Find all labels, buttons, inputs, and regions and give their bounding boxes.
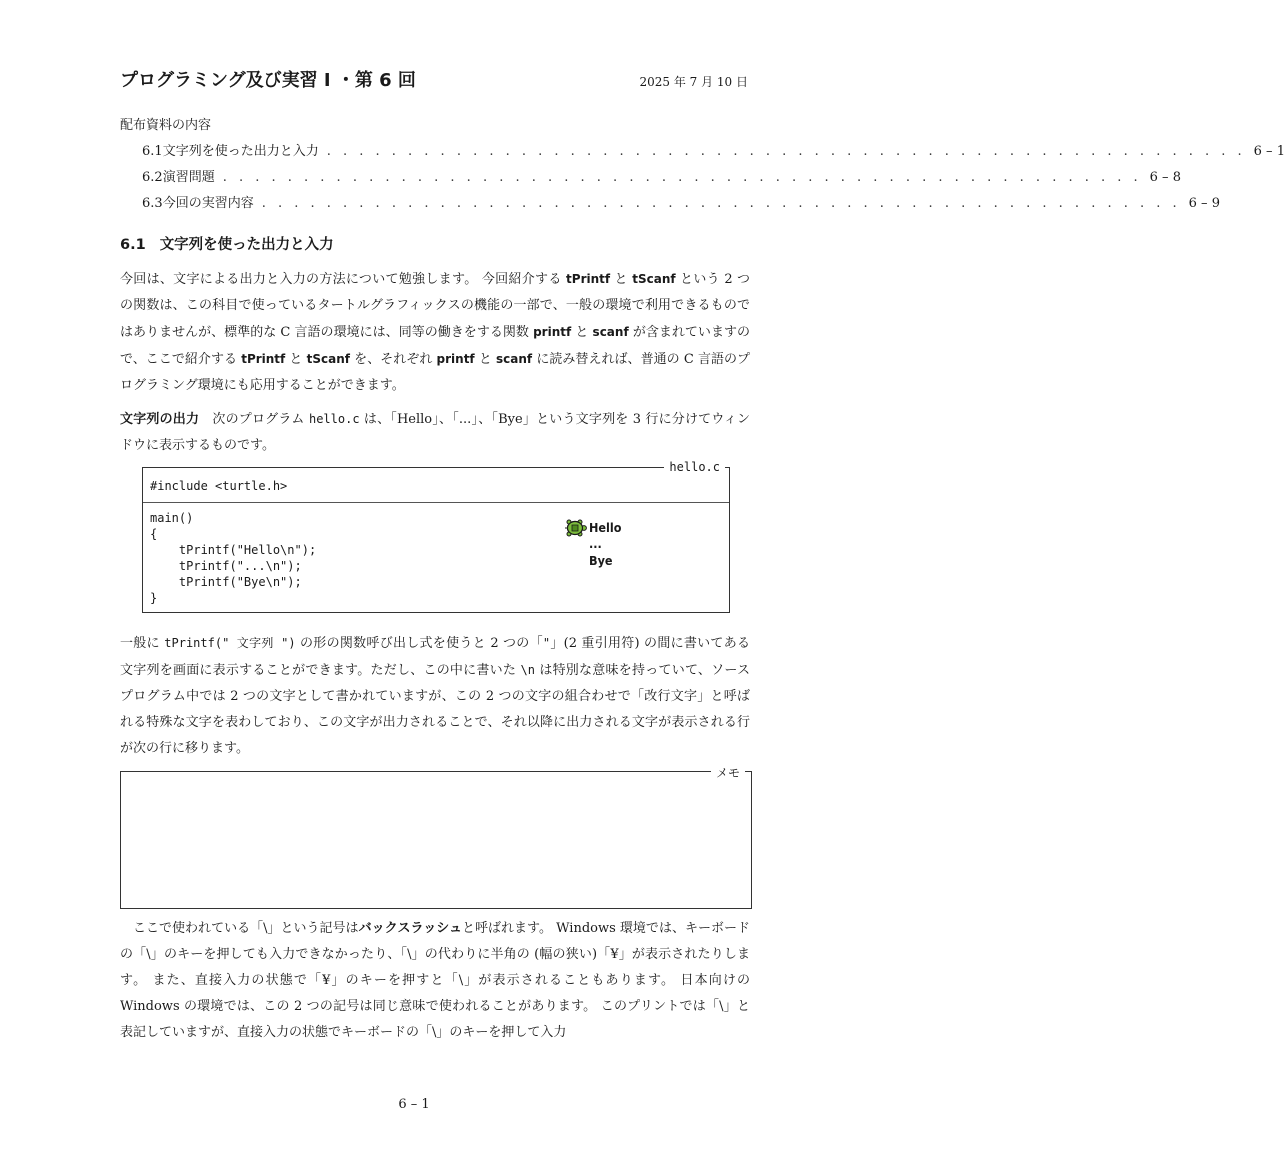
document-date: 2025 年 7 月 10 日 — [639, 75, 748, 89]
output-line: Bye — [589, 553, 613, 568]
toc-item-page: 6 – 8 — [1149, 170, 1181, 185]
toc-item-title: 演習問題 — [162, 170, 215, 185]
turtle-icon — [563, 518, 587, 538]
code-listing-box — [142, 460, 730, 613]
bold-term: バックスラッシュ — [358, 921, 462, 936]
toc-item-number: 6.2 — [142, 170, 163, 185]
section-number: 6.1 — [120, 237, 146, 253]
table-of-contents — [142, 140, 1285, 218]
output-line: ... — [589, 536, 602, 551]
memo-caption: メモ — [711, 764, 745, 781]
toc-item-page: 6 – 1 — [1253, 144, 1285, 159]
intro-paragraph: 今回は、文字による出力と入力の方法について勉強します。 今回紹介する tPrintf と tScanf という 2 つの関数は、この科目で使っているタートルグラフィックスの機能の一部で、一般の環境で利用できるものではありませんが、標準的な C 言語の環境には、同等の働きをする関数 printf と scanf が含まれていますので、ここで紹介する tPrintf と tScanf を、それぞれ printf と scanf に読み替えれば、普通の C 言語のプログラミング環境にも応用することができます。 — [120, 272, 751, 393]
string-output-paragraph: 文字列の出力 次のプログラム hello.c は、「Hello」、「...」、「Bye」という文字列を 3 行に分けてウィンドウに表示するものです。 — [120, 412, 750, 453]
section-title: 文字列を使った出力と入力 — [159, 237, 334, 253]
toc-item-title: 文字列を使った出力と入力 — [162, 144, 319, 159]
toc-leader-dots: . . . . . . . . . . . . . . . . . . . . . . . . . . . . . . . . . . . . . . . . . . . . . . . . . . . . . . . . . — [326, 144, 1246, 159]
document-title: プログラミング及び実習 I ・第 6 回 — [120, 70, 416, 91]
toc-item — [142, 166, 1181, 192]
tprintf-paragraph: 一般に tPrintf(" 文字列 ") の形の関数呼び出し式を使うと 2 つの「"」(2 重引用符) の間に書いてある文字列を画面に表示することができます。ただし、この中に書いた \n は特別な意味を持っていて、ソースプログラム中では 2 つの文字として書かれていますが、この 2 つの文字の組合わせで「改行文字」と呼ばれる特殊な文字を表わしており、この文字が出力されることで、それ以降に出力される文字が表示される行が次の行に移ります。 — [120, 636, 750, 756]
memo-box[interactable] — [120, 766, 752, 909]
section-heading — [120, 233, 334, 254]
toc-item-title: 今回の実習内容 — [162, 196, 254, 211]
toc-item-number: 6.1 — [142, 144, 163, 159]
paragraph-label: 文字列の出力 — [120, 412, 200, 427]
toc-item — [142, 140, 1285, 166]
toc-item-page: 6 – 9 — [1188, 196, 1220, 211]
toc-item — [142, 192, 1220, 218]
output-line: Hello — [589, 520, 622, 535]
code-listing: #include <turtle.h> main() { tPrintf("Hello\n"); tPrintf("...\n"); tPrintf("Bye\n"); } — [150, 479, 317, 605]
page-number: 6 – 1 — [398, 1097, 430, 1112]
toc-heading: 配布資料の内容 — [120, 118, 212, 133]
code-listing-caption: hello.c — [664, 460, 725, 474]
toc-leader-dots: . . . . . . . . . . . . . . . . . . . . . . . . . . . . . . . . . . . . . . . . . . . . . . . . . . . . . . . . . — [261, 196, 1181, 211]
toc-item-number: 6.3 — [142, 196, 163, 211]
toc-leader-dots: . . . . . . . . . . . . . . . . . . . . . . . . . . . . . . . . . . . . . . . . . . . . . . . . . . . . . . . . . — [222, 170, 1142, 185]
backslash-paragraph: ここで使われている「\」という記号はバックスラッシュと呼ばれます。 Windows 環境では、キーボードの「\」のキーを押しても入力できなかったり、「\」の代わりに半角の (幅の狭い)「¥」が表示されたりします。 また、直接入力の状態で「¥」のキーを押すと「\」が表示されることもあります。 日本向けの Windows の環境では、この 2 つの記号は同じ意味で使われることがあります。 このプリントでは「\」と表記していますが、直接入力の状態でキーボードの「\」のキーを押して入力 — [120, 921, 750, 1040]
